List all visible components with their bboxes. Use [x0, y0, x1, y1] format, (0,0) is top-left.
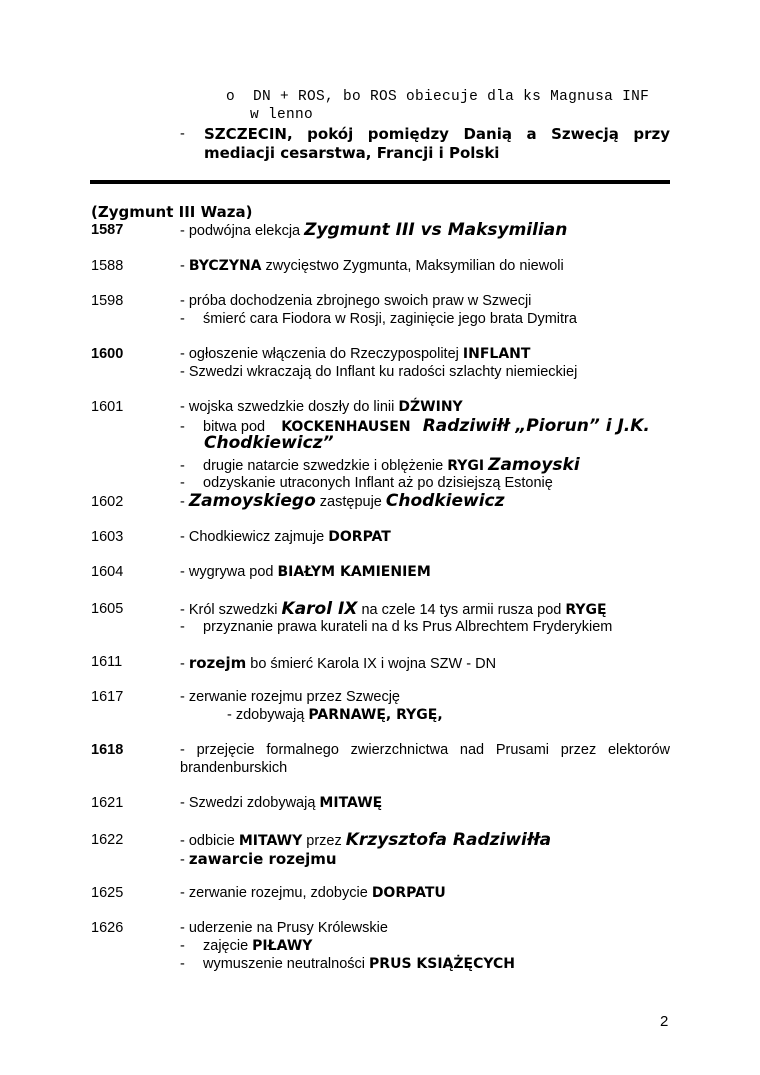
year-1598: 1598 [91, 293, 124, 309]
year-1605: 1605 [91, 601, 124, 617]
entry-1601-sub1: - bitwa pod KOCKENHAUSEN Radziwiłł „Piorun” i J.K. [180, 416, 650, 436]
year-1626: 1626 [91, 920, 124, 936]
year-1611: 1611 [91, 654, 123, 670]
entry-1588: - BYCZYNA zwycięstwo Zygmunta, Maksymilian do niewoli [180, 258, 564, 274]
entry-1601-sub1-cont: Chodkiewicz” [204, 433, 334, 453]
szczecin-line2: mediacji cesarstwa, Francji i Polski [204, 144, 500, 162]
entry-1587: - podwójna elekcja Zygmunt III vs Maksymilian [180, 220, 568, 240]
year-1601: 1601 [91, 399, 124, 415]
entry-1622-line2: - zawarcie rozejmu [180, 850, 337, 868]
szczecin-line1: SZCZECIN, pokój pomiędzy Danią a Szwecją przy [204, 125, 670, 143]
section-title: (Zygmunt III Waza) [91, 203, 253, 221]
year-1622: 1622 [91, 832, 124, 848]
entry-1626-sub1: - zajęcie PIŁAWY [180, 938, 313, 954]
entry-1626-sub2: - wymuszenie neutralności PRUS KSIĄŻĘCYCH [180, 956, 515, 972]
o-bullet: o [226, 89, 236, 105]
entry-1617-line2: - zdobywają PARNAWĘ, RYGĘ, [227, 707, 443, 723]
year-1621: 1621 [91, 795, 124, 811]
entry-1601-sub3: - odzyskanie utraconych Inflant aż po dzisiejszą Estonię [180, 475, 553, 491]
intro-o-line2: w lenno [250, 107, 314, 123]
dash-bullet: - [180, 126, 185, 142]
entry-1611: - rozejm bo śmierć Karola IX i wojna SZW - DN [180, 654, 497, 672]
year-1604: 1604 [91, 564, 124, 580]
entry-1626: - uderzenie na Prusy Królewskie [180, 920, 388, 936]
entry-1605-sub1: - przyznanie prawa kurateli na d ks Prus Albrechtem Fryderykiem [180, 619, 613, 635]
year-1600: 1600 [91, 346, 124, 362]
entry-1603: - Chodkiewicz zajmuje DORPAT [180, 529, 391, 545]
entry-1598-sub1: - śmierć cara Fiodora w Rosji, zaginięcie jego brata Dymitra [180, 311, 577, 327]
entry-1618: - przejęcie formalnego zwierzchnictwa nad Prusami przez elektorów [180, 742, 670, 758]
intro-o-line1: o DN + ROS, bo ROS obiecuje dla ks Magnusa INF [226, 89, 650, 105]
year-1602: 1602 [91, 494, 124, 510]
year-1625: 1625 [91, 885, 124, 901]
year-1603: 1603 [91, 529, 124, 545]
entry-1601: - wojska szwedzkie doszły do linii DŹWINY [180, 399, 463, 415]
entry-1598: - próba dochodzenia zbrojnego swoich praw w Szwecji [180, 293, 532, 309]
entry-1618-line2: brandenburskich [180, 760, 288, 776]
year-1588: 1588 [91, 258, 124, 274]
year-1618: 1618 [91, 742, 124, 758]
entry-1602: - Zamoyskiego zastępuje Chodkiewicz [180, 491, 505, 511]
entry-1621: - Szwedzi zdobywają MITAWĘ [180, 795, 383, 811]
entry-1625: - zerwanie rozejmu, zdobycie DORPATU [180, 885, 446, 901]
year-1587: 1587 [91, 222, 124, 238]
entry-1600: - ogłoszenie włączenia do Rzeczypospolitej INFLANT [180, 346, 531, 362]
page-number: 2 [660, 1013, 669, 1030]
entry-1601-sub2: - drugie natarcie szwedzkie i oblężenie RYGI Zamoyski [180, 455, 580, 475]
entry-1600-line2: - Szwedzi wkraczają do Inflant ku radości szlachty niemieckiej [180, 364, 578, 380]
entry-1617: - zerwanie rozejmu przez Szwecję [180, 689, 400, 705]
year-1617: 1617 [91, 689, 124, 705]
entry-1604: - wygrywa pod BIAŁYM KAMIENIEM [180, 564, 431, 580]
horizontal-rule [90, 180, 670, 184]
entry-1605: - Król szwedzki Karol IX na czele 14 tys armii rusza pod RYGĘ [180, 599, 607, 619]
entry-1622: - odbicie MITAWY przez Krzysztofa Radziwiłła [180, 830, 552, 850]
